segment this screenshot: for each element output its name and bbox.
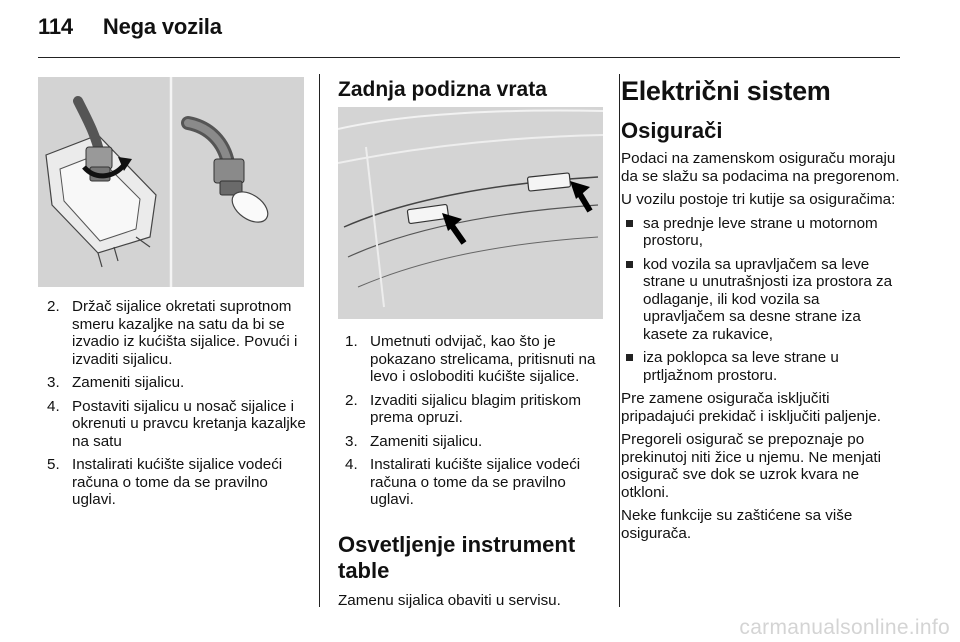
tailgate-illustration: [338, 107, 603, 319]
header-rule: [38, 57, 900, 58]
fuse-box-list: [621, 215, 903, 385]
step-text: Umetnuti odvijač, kao što je pokazano strelicama, pritisnuti na levo i osloboditi kućište sijalice.: [370, 333, 596, 385]
paragraph: Neke funkcije su zaštićene sa više osigurača.: [621, 507, 853, 542]
step-number: 2.: [345, 391, 358, 409]
step-text: Instalirati kućište sijalice vodeći računa o tome da se pravilno uglavi.: [72, 456, 283, 508]
list-item: [47, 298, 309, 368]
step-text: Zameniti sijalicu.: [370, 432, 483, 450]
paragraph: U vozilu postoje tri kutije sa osiguračima:: [621, 191, 896, 208]
section-heading: Osigurači: [621, 118, 723, 143]
column-3-text: [621, 76, 903, 548]
instruction-steps-bulb: [47, 298, 309, 509]
column-2-text: [345, 333, 610, 515]
instruction-steps-tailgate: [345, 333, 610, 509]
paragraph: Podaci na zamenskom osiguraču moraju da se slažu sa podacima na pregorenom.: [621, 150, 900, 185]
step-number: 1.: [345, 333, 358, 350]
list-item: [345, 392, 610, 427]
list-item: [345, 333, 610, 386]
instrument-lighting-section: [338, 532, 600, 616]
paragraph: Pregoreli osigurač se prepoznaje po prekinutoj niti žice u njemu. Ne menjati osigurač sve dok se uzrok kvara ne otkloni.: [621, 431, 881, 501]
column-divider-1: [319, 74, 320, 607]
section-title: Zadnja podizna vrata: [338, 78, 547, 101]
step-text: Držač sijalice okretati suprotnom smeru kazaljke na satu da bi se izvadio iz kućišta sijalice. Povući i izvaditi sijalicu.: [72, 298, 298, 368]
tailgate-drawing: [338, 107, 603, 319]
tailgate-section-header: [338, 78, 608, 101]
step-text: Zameniti sijalicu.: [72, 374, 185, 391]
bullet-icon: [626, 261, 633, 268]
list-item: [621, 256, 903, 344]
list-item: [47, 374, 309, 392]
list-item: [47, 398, 309, 451]
page-header: [38, 14, 222, 40]
paragraph: Pre zamene osigurača isključiti pripadajući prekidač i isključiti paljenje.: [621, 390, 882, 425]
column-1-text: [47, 298, 309, 515]
bulb-holder-illustration: [38, 77, 304, 287]
step-number: 5.: [47, 456, 60, 473]
paragraph: Zamenu sijalica obaviti u servisu.: [338, 592, 561, 609]
step-text: Postaviti sijalicu u nosač sijalice i okrenuti u pravcu kretanja kazaljke na satu: [72, 397, 306, 450]
column-divider-2: [619, 74, 620, 607]
list-item: [345, 456, 610, 509]
chapter-heading: Električni sistem: [621, 76, 831, 106]
bullet-icon: [626, 354, 633, 361]
step-text: Instalirati kućište sijalice vodeći računa o tome da se pravilno uglavi.: [370, 456, 581, 508]
list-item: [345, 433, 610, 451]
list-item: [621, 349, 903, 384]
step-number: 4.: [47, 397, 60, 415]
page-title: Nega vozila: [102, 14, 222, 39]
bullet-text: sa prednje leve strane u motornom prostoru,: [643, 214, 878, 249]
watermark: carmanualsonline.info: [739, 616, 950, 639]
step-number: 3.: [345, 432, 358, 450]
step-number: 4.: [345, 456, 358, 473]
bullet-text: iza poklopca sa leve strane u prtljažnom prostoru.: [643, 349, 839, 384]
list-item: [47, 456, 309, 509]
bullet-icon: [626, 220, 633, 227]
section-heading: Osvetljenje instrument table: [338, 532, 576, 583]
bulb-holder-drawing: [38, 77, 304, 287]
page-number: 114: [38, 14, 73, 39]
step-number: 3.: [47, 374, 60, 391]
step-text: Izvaditi sijalicu blagim pritiskom prema opruzi.: [370, 391, 582, 426]
step-number: 2.: [47, 298, 60, 315]
bullet-text: kod vozila sa upravljačem sa leve strane u unutrašnjosti iza prostora za odlaganje, ili kod vozila sa upravljačem sa desne strane iza kasete za rukavice,: [643, 255, 893, 343]
list-item: [621, 215, 903, 250]
